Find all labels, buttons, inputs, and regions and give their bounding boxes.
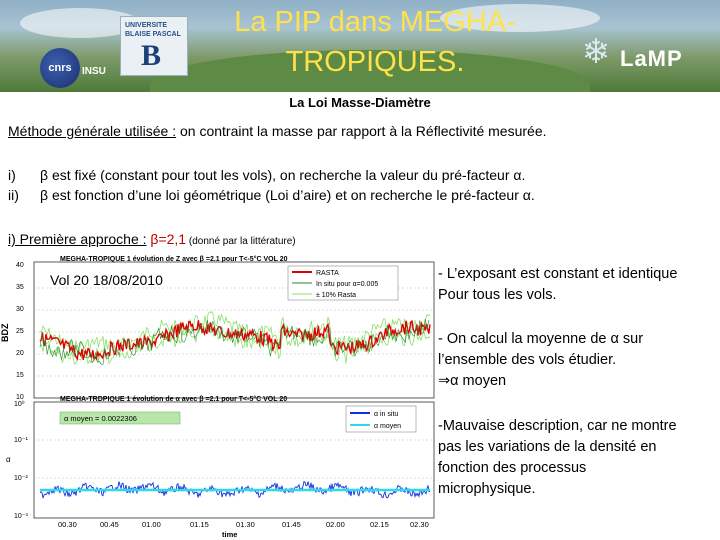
x-tick: 01.30 (236, 520, 255, 529)
header-banner (0, 0, 720, 92)
legend-label: α in situ (374, 411, 399, 418)
bottom-panel-title: MEGHA-TRDPIQUE 1 évolution de α avec β =2.1 pour T<-5°C VOL 20 (60, 396, 288, 403)
section-subtitle: La Loi Masse-Diamètre (289, 95, 431, 110)
note-bad-description: -Mauvaise description, car ne montre pas les variations de la densité en fonction des processus microphysique. (438, 418, 677, 497)
y-tick: 15 (16, 372, 24, 379)
approach-heading: i) Première approche : β=2,1 (donné par la littérature) (8, 231, 296, 247)
y-tick: 10⁻³ (14, 513, 28, 520)
legend-label: RASTA (316, 270, 339, 277)
x-tick: 01.15 (190, 520, 209, 529)
legend-label: α moyen (374, 423, 402, 430)
mean-label: α moyen = 0.0022306 (64, 414, 137, 423)
insu-logo: INSU (82, 66, 106, 77)
note-constant-exponent: - L’exposant est constant et identique Pour tous les vols. (438, 266, 678, 303)
y-tick: 10 (16, 394, 24, 401)
blaise-pascal-logo: UNIVERSITE BLAISE PASCAL B (120, 16, 188, 76)
top-y-ticks (16, 262, 24, 401)
list-item: i) β est fixé (constant pour tout les vols), on recherche la valeur du pré-facteur α. (8, 167, 526, 183)
y-tick: 30 (16, 306, 24, 313)
top-panel-title: MEGHA-TROPIQUE 1 évolution de Z avec β =2.1 pour T<-5°C VOL 20 (60, 256, 288, 263)
figure-svg (0, 252, 436, 540)
y-tick: 35 (16, 284, 24, 291)
list-item: ii) β est fonction d’une loi géométrique (Loi d’aire) et on recherche le pré-facteur α. (8, 187, 535, 203)
y-tick: 10⁰ (14, 401, 25, 408)
x-tick: 01.00 (142, 520, 161, 529)
y-tick: 25 (16, 328, 24, 335)
legend-label: In situ pour α=0.005 (316, 281, 379, 288)
y-tick: 10⁻² (14, 475, 28, 482)
x-tick: 00.45 (100, 520, 119, 529)
lamp-logo: LaMP (620, 46, 683, 71)
x-tick: 02.00 (326, 520, 345, 529)
bottom-y-label: α (6, 455, 11, 464)
snowflake-icon: ❄ (581, 33, 611, 71)
x-tick: 02.30 (410, 520, 429, 529)
flight-figure (0, 252, 436, 540)
x-tick: 01.45 (282, 520, 301, 529)
y-tick: 40 (16, 262, 24, 269)
x-ticks (58, 520, 429, 529)
page-title: La PIP dans MEGHA- TROPIQUES. (234, 6, 516, 78)
method-statement (8, 123, 547, 139)
legend-label: ± 10% Rasta (316, 292, 357, 299)
top-legend (288, 266, 398, 300)
note-mean-alpha: - On calcul la moyenne de α sur l’ensemble des vols étudier. ⇒α moyen (438, 331, 644, 389)
bottom-legend (346, 406, 416, 432)
y-tick: 20 (16, 350, 24, 357)
top-y-label: BDZ (0, 323, 10, 342)
cnrs-logo: cnrs (40, 48, 80, 88)
y-tick: 10⁻¹ (14, 437, 28, 444)
method-label: Méthode générale utilisée : (8, 123, 177, 139)
x-tick: 02.15 (370, 520, 389, 529)
bottom-y-ticks (14, 400, 28, 520)
flight-label: Vol 20 18/08/2010 (50, 272, 163, 288)
x-axis-label: time (222, 530, 238, 539)
method-text: on contraint la masse par rapport à la Réflectivité mesurée. (176, 123, 547, 139)
x-tick: 00.30 (58, 520, 77, 529)
